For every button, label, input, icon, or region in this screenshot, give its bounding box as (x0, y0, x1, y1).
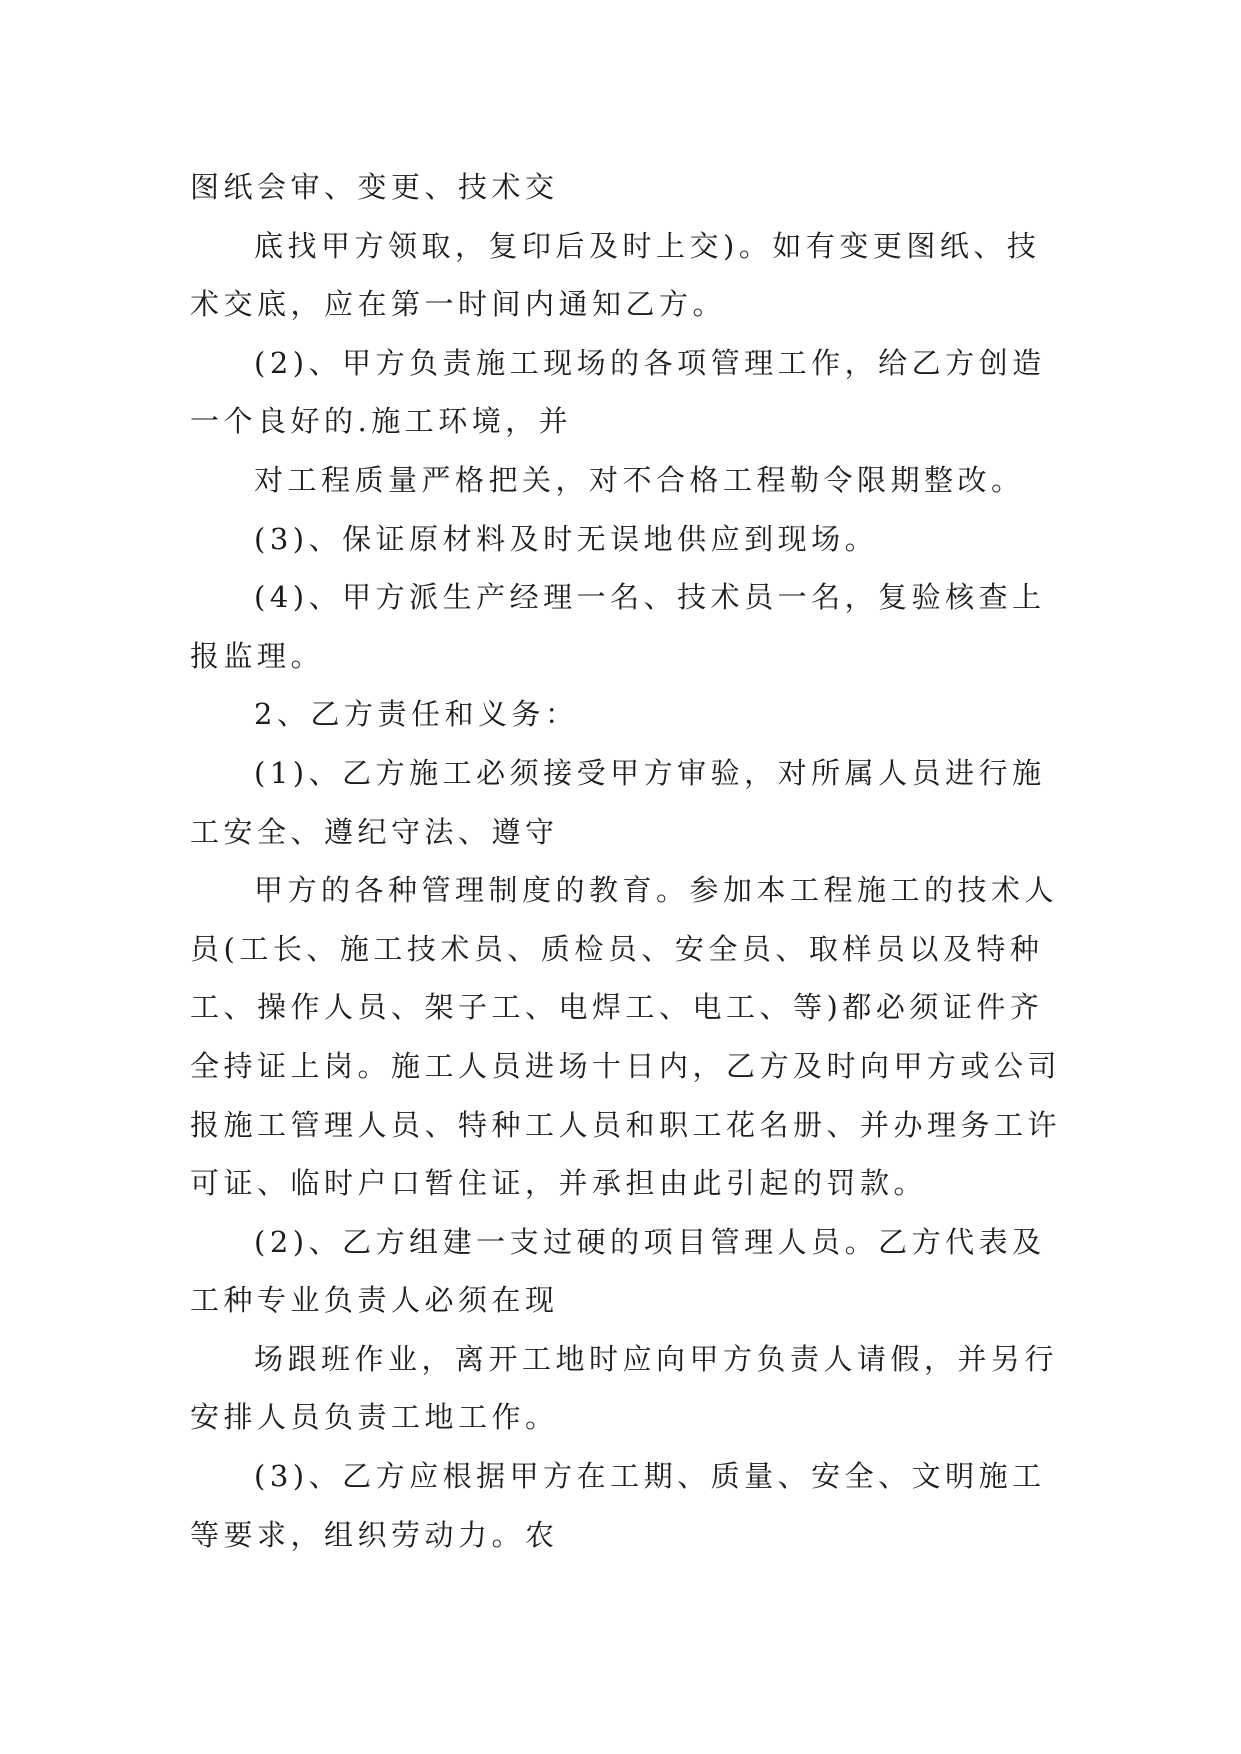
document-body (190, 158, 1060, 1564)
text-line: 一个良好的.施工环境，并 (190, 404, 573, 439)
text-line: 报监理。 (190, 638, 325, 673)
section-heading: 2、乙方责任和义务： (254, 697, 579, 732)
text-line: 底找甲方领取，复印后及时上交)。如有变更图纸、技 (254, 228, 1041, 263)
text-line: (2)、甲方负责施工现场的各项管理工作，给乙方创造 (254, 345, 1046, 380)
text-line: 可证、临时户口暂住证，并承担由此引起的罚款。 (190, 1166, 928, 1201)
text-line: 工安全、遵纪守法、遵守 (190, 814, 559, 849)
text-line: 全持证上岗。施工人员进场十日内，乙方及时向甲方或公司 (190, 1048, 1062, 1083)
text-line: 甲方的各种管理制度的教育。参加本工程施工的技术人 (254, 873, 1059, 908)
text-line: (3)、乙方应根据甲方在工期、质量、安全、文明施工 (254, 1459, 1046, 1494)
text-line: 等要求，组织劳动力。农 (190, 1517, 559, 1552)
text-line: 工、操作人员、架子工、电焊工、电工、等)都必须证件齐 (190, 990, 1044, 1025)
text-line: 员(工长、施工技术员、质检员、安全员、取样员以及特种 (190, 931, 1044, 966)
text-line: (1)、乙方施工必须接受甲方审验，对所属人员进行施 (254, 755, 1046, 790)
text-line: 报施工管理人员、特种工人员和职工花名册、并办理务工许 (190, 1107, 1062, 1142)
text-line: 图纸会审、变更、技术交 (190, 170, 559, 204)
text-line: 工种专业负责人必须在现 (190, 1283, 559, 1318)
text-line: (2)、乙方组建一支过硬的项目管理人员。乙方代表及 (254, 1224, 1046, 1259)
text-line: (3)、保证原材料及时无误地供应到现场。 (254, 521, 879, 556)
text-line: 安排人员负责工地工作。 (190, 1400, 559, 1435)
text-line: 场跟班作业，离开工地时应向甲方负责人请假，并另行 (254, 1341, 1059, 1376)
text-line: (4)、甲方派生产经理一名、技术员一名，复验核查上 (254, 580, 1046, 615)
text-line: 术交底，应在第一时间内通知乙方。 (190, 287, 727, 322)
text-line: 对工程质量严格把关，对不合格工程勒令限期整改。 (254, 462, 1025, 497)
